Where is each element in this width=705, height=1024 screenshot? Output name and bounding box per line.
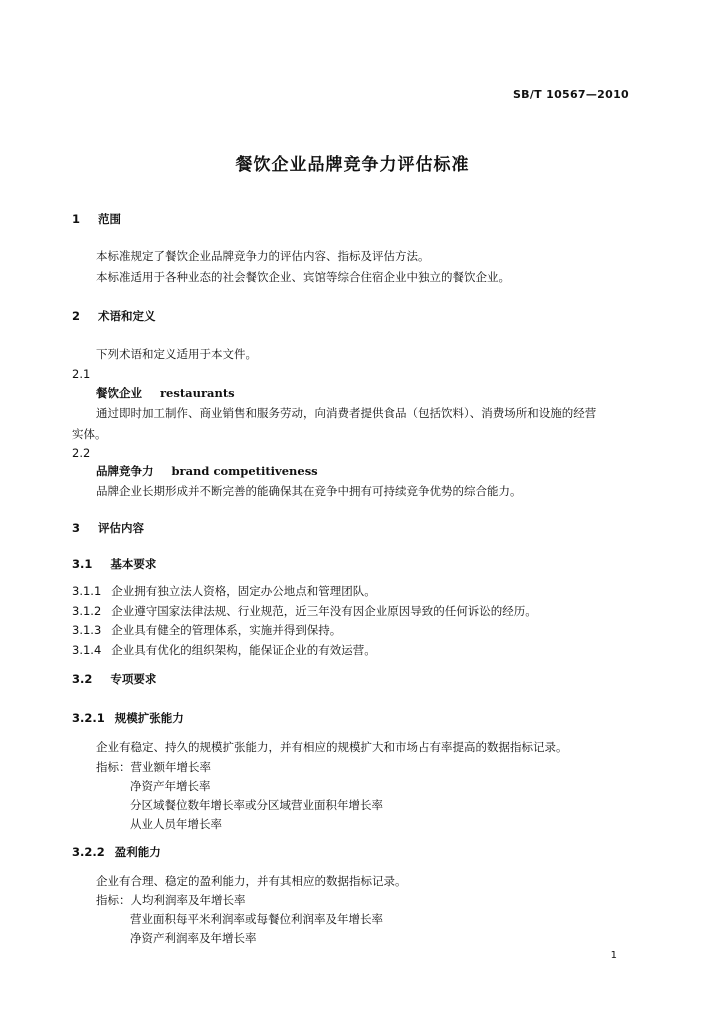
section-3-2-1-heading: 3.2.1 规模扩张能力 [72, 711, 184, 725]
clause-3-1-4: 3.1.4 企业具有优化的组织架构，能保证企业的有效运营。 [72, 643, 376, 657]
term-2-2-number: 2.2 [72, 446, 91, 460]
section-1-paragraph-1: 本标准规定了餐饮企业品牌竞争力的评估内容、指标及评估方法。 [96, 249, 430, 263]
page-number: 1 [610, 950, 617, 961]
section-3-2-1-indicator-1: 指标：营业额年增长率 [96, 760, 211, 774]
section-3-heading: 3 评估内容 [72, 521, 145, 535]
section-3-2-2-paragraph: 企业有合理、稳定的盈利能力，并有其相应的数据指标记录。 [96, 874, 407, 888]
section-2-intro: 下列术语和定义适用于本文件。 [96, 347, 257, 361]
term-2-1-definition-line-2: 实体。 [72, 427, 107, 441]
section-1-heading: 1 范围 [72, 212, 122, 226]
term-2-1-definition-line-1: 通过即时加工制作、商业销售和服务劳动，向消费者提供食品（包括饮料）、消费场所和设施的经营 [96, 406, 597, 420]
section-3-2-2-indicator-3: 净资产利润率及年增长率 [130, 931, 257, 945]
section-2-heading: 2 术语和定义 [72, 309, 156, 323]
section-3-2-1-indicator-2: 净资产年增长率 [130, 779, 211, 793]
term-2-1: 餐饮企业 restaurants [96, 386, 235, 400]
term-2-1-number: 2.1 [72, 367, 91, 381]
term-2-2-definition: 品牌企业长期形成并不断完善的能确保其在竞争中拥有可持续竞争优势的综合能力。 [96, 484, 522, 498]
clause-3-1-1: 3.1.1 企业拥有独立法人资格，固定办公地点和管理团队。 [72, 584, 376, 598]
clause-3-1-3: 3.1.3 企业具有健全的管理体系，实施并得到保持。 [72, 623, 342, 637]
section-3-2-2-indicator-2: 营业面积每平米利润率或每餐位利润率及年增长率 [130, 912, 383, 926]
document-title: 餐饮企业品牌竞争力评估标准 [235, 155, 470, 175]
section-1-paragraph-2: 本标准适用于各种业态的社会餐饮企业、宾馆等综合住宿企业中独立的餐饮企业。 [96, 270, 510, 284]
section-3-2-2-indicator-1: 指标：人均利润率及年增长率 [96, 893, 246, 907]
section-3-2-1-indicator-3: 分区域餐位数年增长率或分区域营业面积年增长率 [130, 798, 383, 812]
section-3-2-1-indicator-4: 从业人员年增长率 [130, 817, 222, 831]
section-3-2-heading: 3.2 专项要求 [72, 672, 157, 686]
section-3-2-2-heading: 3.2.2 盈利能力 [72, 845, 161, 859]
standard-code: SB/T 10567—2010 [512, 88, 629, 101]
section-3-2-1-paragraph: 企业有稳定、持久的规模扩张能力，并有相应的规模扩大和市场占有率提高的数据指标记录。 [96, 740, 568, 754]
term-2-2: 品牌竞争力 brand competitiveness [96, 464, 318, 478]
clause-3-1-2: 3.1.2 企业遵守国家法律法规、行业规范，近三年没有因企业原因导致的任何诉讼的经历。 [72, 604, 537, 618]
section-3-1-heading: 3.1 基本要求 [72, 557, 157, 571]
